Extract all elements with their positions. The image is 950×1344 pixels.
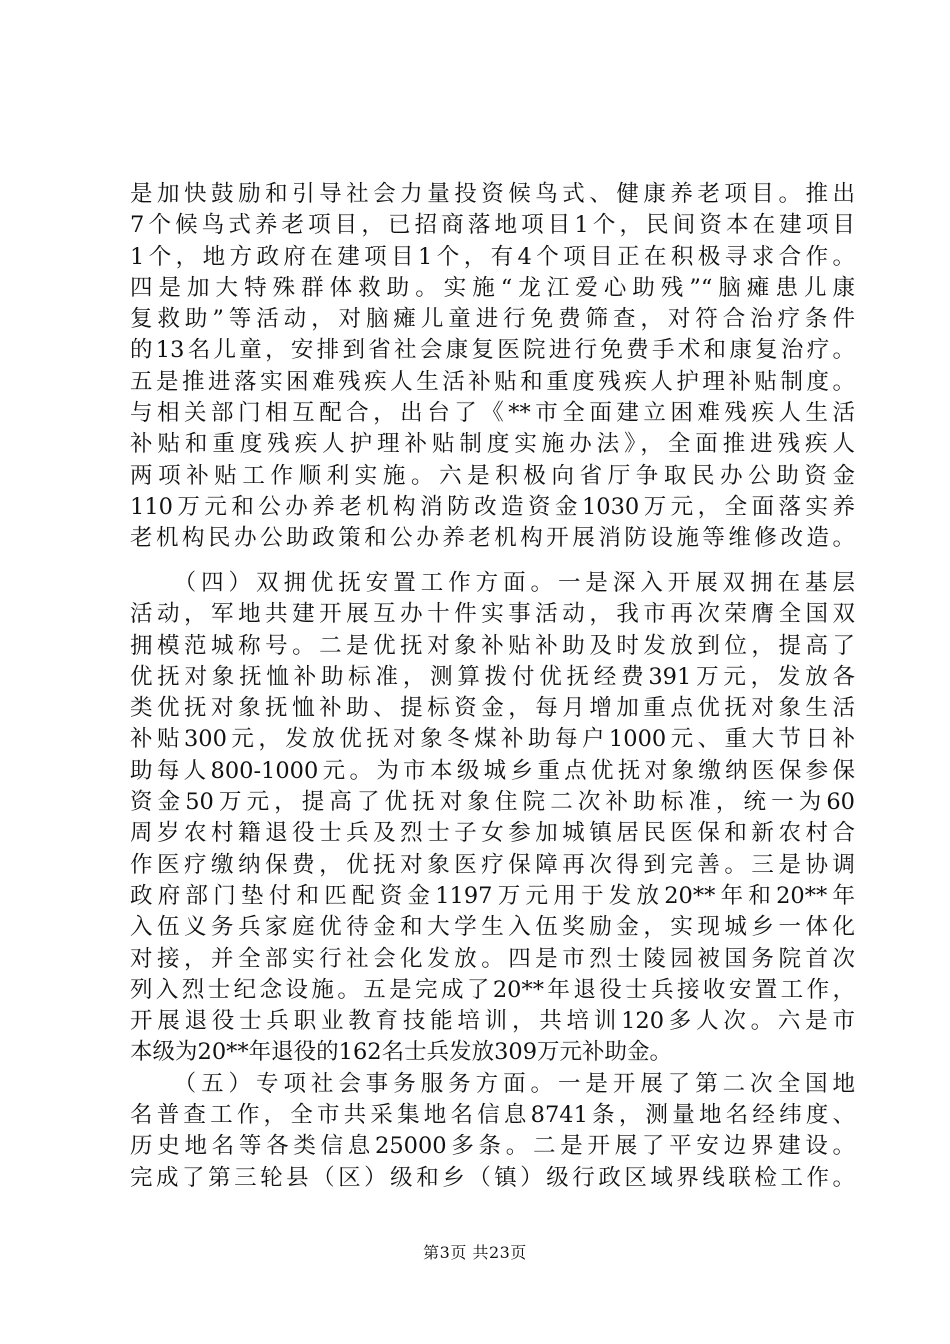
text-line: 入伍义务兵家庭优待金和大学生入伍奖励金，实现城乡一体化 <box>130 914 855 941</box>
text-line: 五是推进落实困难残疾人生活补贴和重度残疾人护理补贴制度。 <box>130 368 855 395</box>
text-line: 活动，军地共建开展互办十件实事活动，我市再次荣膺全国双 <box>130 601 855 628</box>
text-line: 两项补贴工作顺利实施。六是积极向省厅争取民办公助资金 <box>130 462 855 489</box>
paragraph-block-senior-care <box>130 179 855 555</box>
text-line: 周岁农村籍退役士兵及烈士子女参加城镇居民医保和新农村合 <box>130 820 855 847</box>
text-line: 类优抚对象抚恤补助、提标资金，每月增加重点优抚对象生活 <box>130 695 855 722</box>
text-line: 历史地名等各类信息25000多条。二是开展了平安边界建设。 <box>130 1133 855 1160</box>
text-line: （四）双拥优抚安置工作方面。一是深入开展双拥在基层 <box>130 570 855 596</box>
text-line: 优抚对象抚恤补助标准，测算拨付优抚经费391万元，发放各 <box>130 663 855 690</box>
text-line: 本级为20**年退役的162名士兵发放309万元补助金。 <box>130 1039 673 1066</box>
paragraph-block-support-and-services <box>130 568 855 1194</box>
text-line: 拥模范城称号。二是优抚对象补贴补助及时发放到位，提高了 <box>130 632 855 659</box>
text-line: 名普查工作，全市共采集地名信息8741条，测量地名经纬度、 <box>130 1102 855 1129</box>
text-line: 作医疗缴纳保费，优抚对象医疗保障再次得到完善。三是协调 <box>130 851 855 878</box>
text-line: 老机构民办公助政策和公办养老机构开展消防设施等维修改造。 <box>130 525 855 552</box>
text-line: 是加快鼓励和引导社会力量投资候鸟式、健康养老项目。推出 <box>130 181 855 207</box>
text-line: （五）专项社会事务服务方面。一是开展了第二次全国地 <box>130 1070 855 1097</box>
text-line: 与相关部门相互配合，出台了《**市全面建立困难残疾人生活 <box>130 400 855 427</box>
text-line: 复救助”等活动，对脑瘫儿童进行免费筛查，对符合治疗条件 <box>130 306 855 333</box>
text-line: 的13名儿童，安排到省社会康复医院进行免费手术和康复治疗。 <box>130 337 855 364</box>
page-number-footer: 第3页 共23页 <box>423 1243 527 1262</box>
text-line: 1个，地方政府在建项目1个，有4个项目正在积极寻求合作。 <box>130 243 855 270</box>
text-line: 110万元和公办养老机构消防改造资金1030万元，全面落实养 <box>130 493 855 520</box>
text-line: 开展退役士兵职业教育技能培训，共培训120多人次。六是市 <box>130 1008 855 1035</box>
text-line: 补贴300元，发放优抚对象冬煤补助每户1000元、重大节日补 <box>130 726 855 753</box>
text-line: 补贴和重度残疾人护理补贴制度实施办法》，全面推进残疾人 <box>130 431 855 458</box>
text-line: 7个候鸟式养老项目，已招商落地项目1个，民间资本在建项目 <box>130 212 855 239</box>
text-line: 对接，并全部实行社会化发放。四是市烈士陵园被国务院首次 <box>130 945 855 972</box>
text-line: 助每人800-1000元。为市本级城乡重点优抚对象缴纳医保参保 <box>130 757 855 784</box>
text-line: 列入烈士纪念设施。五是完成了20**年退役士兵接收安置工作， <box>130 976 855 1003</box>
text-line: 四是加大特殊群体救助。实施“龙江爱心助残”“脑瘫患儿康 <box>130 274 855 301</box>
text-line: 资金50万元，提高了优抚对象住院二次补助标准，统一为60 <box>130 789 855 816</box>
text-line: 政府部门垫付和匹配资金1197万元用于发放20**年和20**年 <box>130 882 855 909</box>
text-line: 完成了第三轮县（区）级和乡（镇）级行政区域界线联检工作。 <box>130 1164 855 1191</box>
